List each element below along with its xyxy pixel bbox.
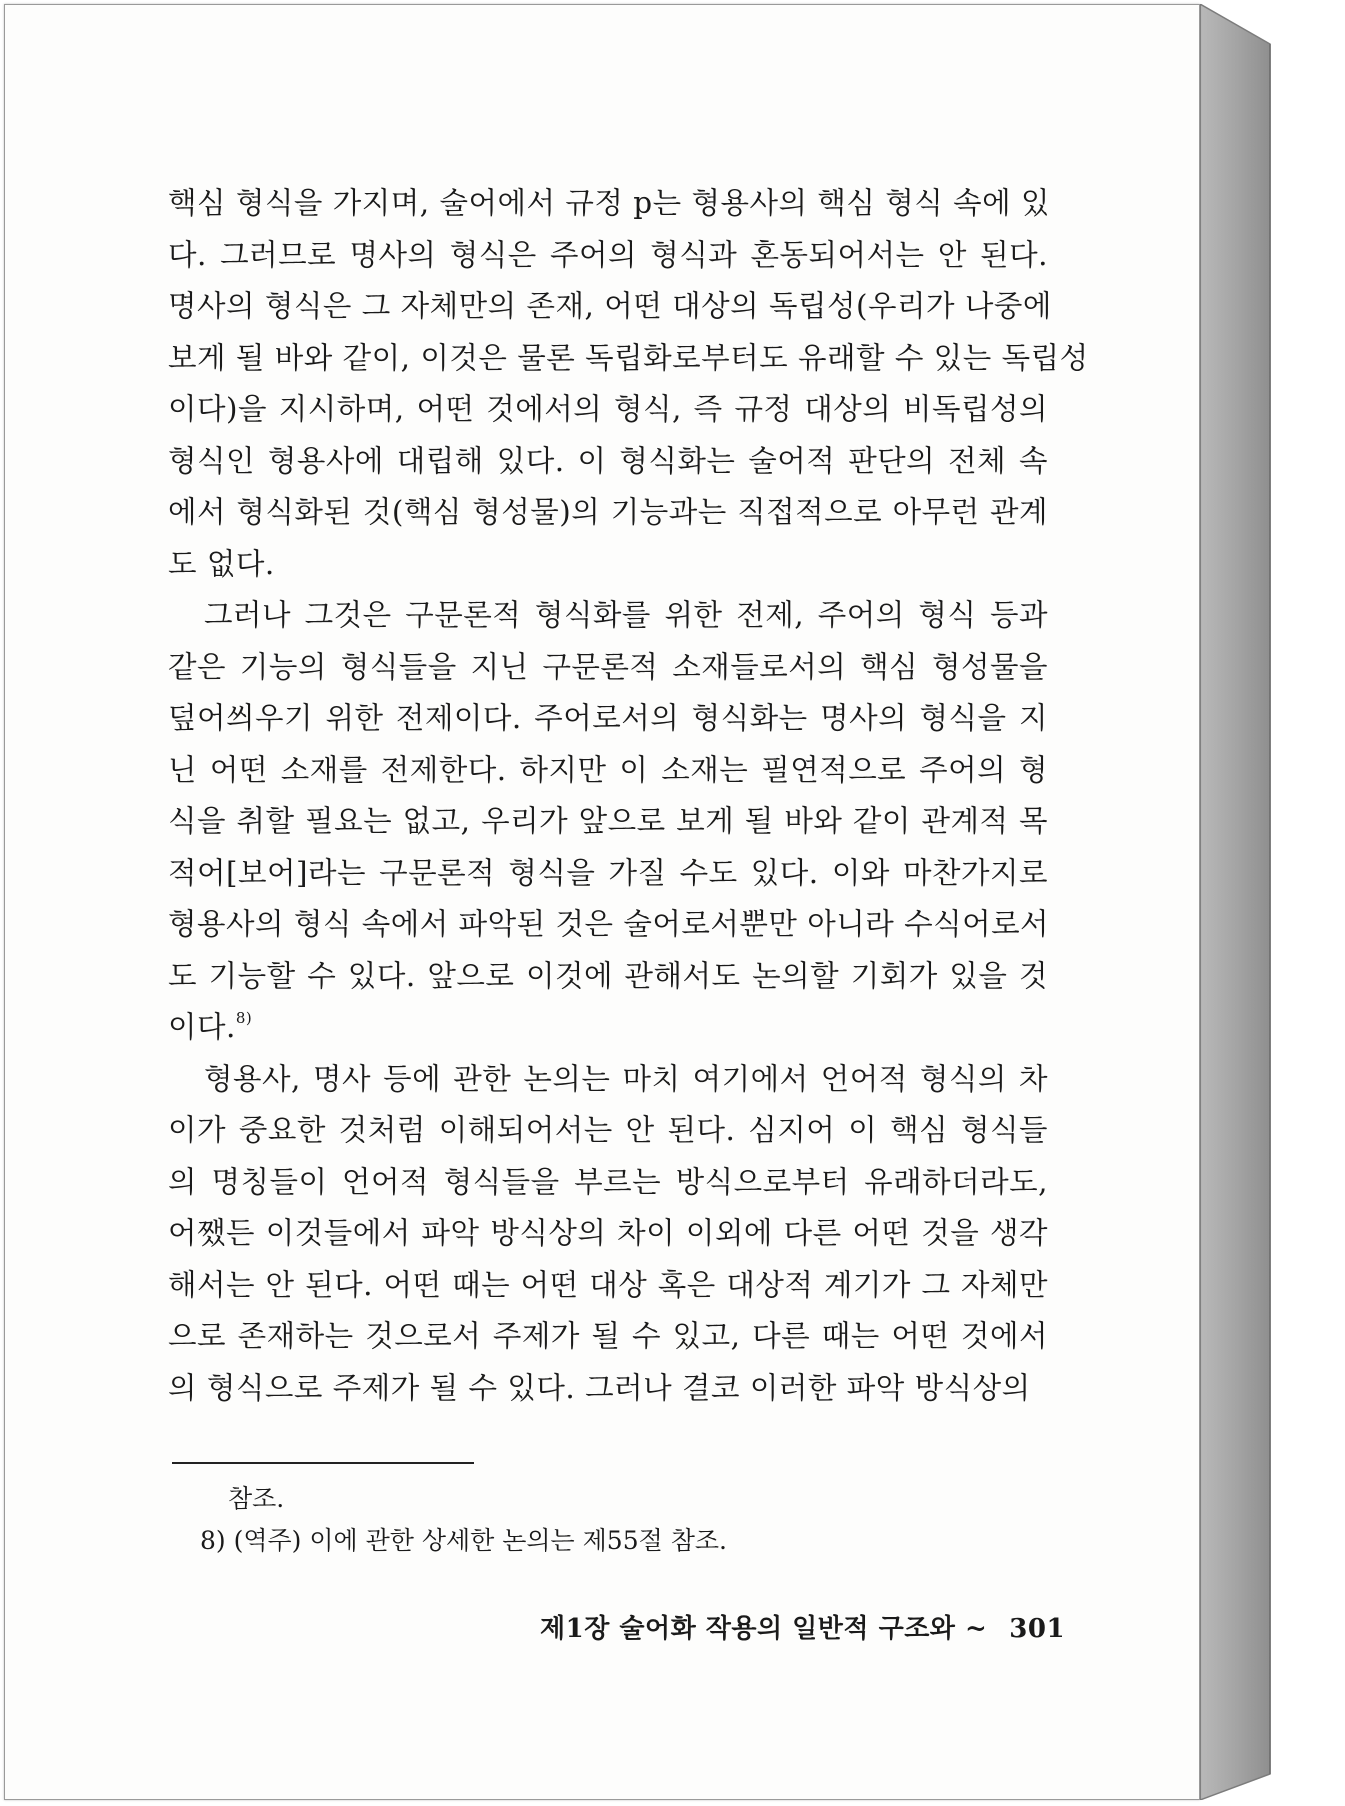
text-line: 의 형식으로 주제가 될 수 있다. 그러나 결코 이러한 파악 방식상의: [168, 1370, 1031, 1405]
page-number: 301: [1009, 1614, 1066, 1644]
text-line: 어쨌든 이것들에서 파악 방식상의 차이 이외에 다른 어떤 것을 생각: [168, 1216, 1048, 1250]
text-line: 이다)을 지시하며, 어떤 것에서의 형식, 즉 규정 대상의 비독립성의: [168, 392, 1048, 426]
footnote-continued: 참조.: [228, 1484, 285, 1513]
text-line: 으로 존재하는 것으로서 주제가 될 수 있고, 다른 때는 어떤 것에서: [168, 1319, 1048, 1353]
text-line: 형용사, 명사 등에 관한 논의는 마치 여기에서 언어적 형식의 차: [204, 1061, 1048, 1096]
text-line: 닌 어떤 소재를 전제한다. 하지만 이 소재는 필연적으로 주어의 형: [168, 752, 1048, 787]
text-line: 이다.$^{8)}$: [168, 1009, 253, 1044]
body-text: [168, 178, 1089, 1414]
paragraph: [168, 590, 1048, 1054]
text-line: 이가 중요한 것처럼 이해되어서는 안 된다. 심지어 이 핵심 형식들: [168, 1113, 1048, 1147]
text-line: 적어[보어]라는 구문론적 형식을 가질 수도 있다. 이와 마찬가지로: [168, 855, 1048, 890]
chapter-title: 제1장 술어화 작용의 일반적 구조와 ~: [540, 1614, 988, 1644]
text-line: 도 기능할 수 있다. 앞으로 이것에 관해서도 논의할 기회가 있을 것: [168, 958, 1048, 993]
text-line: 식을 취할 필요는 없고, 우리가 앞으로 보게 될 바와 같이 관계적 목: [168, 804, 1048, 838]
footnote-ref: 8): [235, 1009, 253, 1027]
text-line: 형용사의 형식 속에서 파악된 것은 술어로서뿐만 아니라 수식어로서: [168, 907, 1050, 941]
footnotes: [200, 1478, 727, 1562]
text-line: 덮어씌우기 위한 전제이다. 주어로서의 형식화는 명사의 형식을 지: [168, 701, 1048, 735]
text-line: 의 명칭들이 언어적 형식들을 부르는 방식으로부터 유래하더라도,: [168, 1164, 1048, 1199]
text-line: 형식인 형용사에 대립해 있다. 이 형식화는 술어적 판단의 전체 속: [168, 443, 1048, 478]
book-side-edge: [1200, 4, 1340, 1800]
text-line: 에서 형식화된 것(핵심 형성물)의 기능과는 직접적으로 아무런 관계: [168, 495, 1048, 529]
paragraph: [168, 178, 1089, 590]
footnote-divider: [172, 1462, 474, 1464]
text-line: 해서는 안 된다. 어떤 때는 어떤 대상 혹은 대상적 계기가 그 자체만: [168, 1267, 1048, 1302]
text-line: 핵심 형식을 가지며, 술어에서 규정 p는 형용사의 핵심 형식 속에 있: [168, 186, 1050, 220]
text-line: 도 없다.: [168, 546, 275, 581]
text-line: 같은 기능의 형식들을 지닌 구문론적 소재들로서의 핵심 형성물을: [168, 649, 1048, 684]
text-line: 다. 그러므로 명사의 형식은 주어의 형식과 혼동되어서는 안 된다.: [168, 237, 1048, 272]
running-footer: [540, 1608, 1065, 1645]
text-line: 명사의 형식은 그 자체만의 존재, 어떤 대상의 독립성(우리가 나중에: [168, 289, 1052, 323]
text-line: 보게 될 바와 같이, 이것은 물론 독립화로부터도 유래할 수 있는 독립성: [168, 340, 1089, 375]
footnote-8: 8) (역주) 이에 관한 상세한 논의는 제55절 참조.: [200, 1526, 727, 1555]
paragraph: [168, 1054, 1048, 1415]
text-line: 그러나 그것은 구문론적 형식화를 위한 전제, 주어의 형식 등과: [204, 598, 1048, 632]
